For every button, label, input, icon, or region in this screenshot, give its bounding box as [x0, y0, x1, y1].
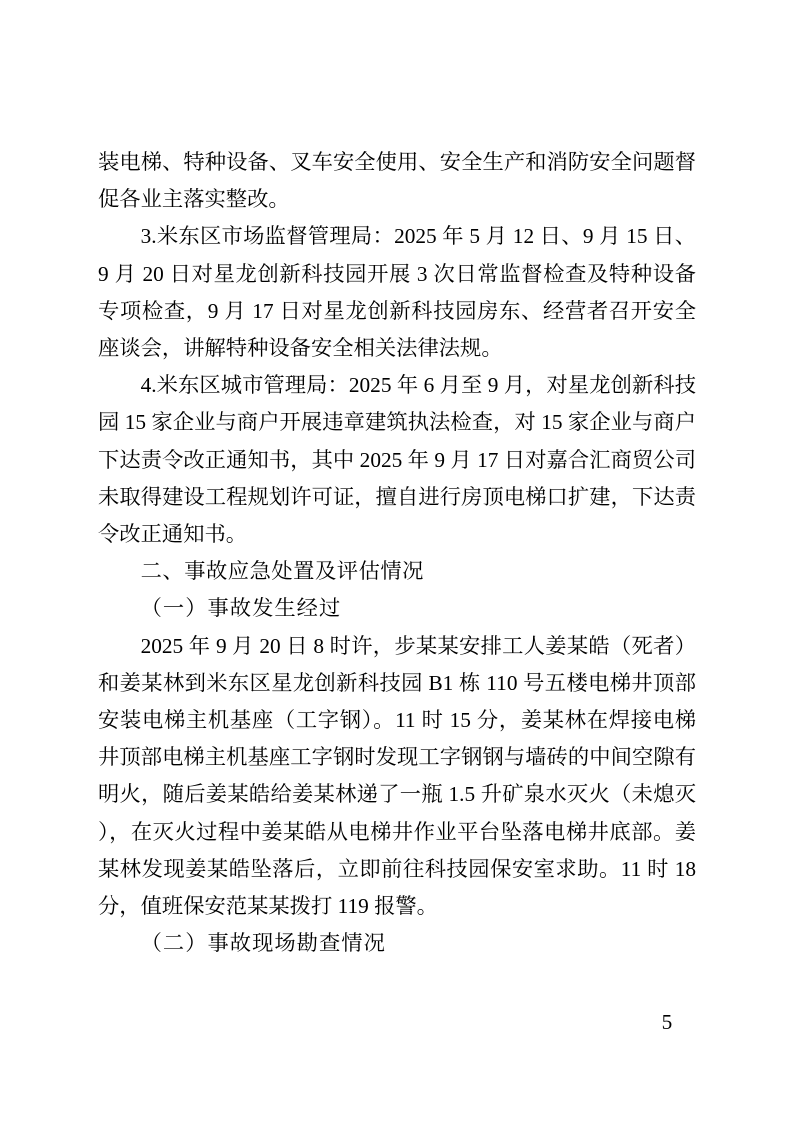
page-content — [98, 144, 696, 962]
paragraph-city-management-bureau: 4.米东区城市管理局：2025 年 6 月至 9 月，对星龙创新科技园 15 家企业与商户开展违章建筑执法检查，对 15 家企业与商户下达责令改正通知书，其中 2025 年 9 月 17 日对嘉合汇商贸公司未取得建设工程规划许可证，擅自进行房顶电梯口扩建，下达责令改正通知书。 — [98, 373, 696, 547]
subsection-heading-scene-survey: （二）事故现场勘查情况 — [140, 931, 386, 956]
subsection-heading-accident-course: （一）事故发生经过 — [140, 596, 342, 621]
paragraph-accident-narrative: 2025 年 9 月 20 日 8 时许，步某某安排工人姜某皓（死者）和姜某林到米东区星龙创新科技园 B1 栋 110 号五楼电梯井顶部安装电梯主机基座（工字钢）。11 时 15 分，姜某林在焊接电梯井顶部电梯主机基座工字钢时发现工字钢钢与墙砖的中间空隙有明火，随后姜某皓给姜某林递了一瓶 1.5 升矿泉水灭火（未熄灭），在灭火过程中姜某皓从电梯井作业平台坠落电梯井底部。姜某林发现姜某皓坠落后，立即前往科技园保安室求助。11 时 18 分，值班保安范某某拨打 119 报警。 — [98, 633, 696, 919]
page-number: 5 — [661, 1010, 673, 1034]
section-heading-emergency-response: 二、事故应急处置及评估情况 — [140, 559, 424, 584]
paragraph-rectification-continuation: 装电梯、特种设备、叉车安全使用、安全生产和消防安全问题督促各业主落实整改。 — [98, 150, 696, 212]
paragraph-market-supervision-bureau: 3.米东区市场监督管理局：2025 年 5 月 12 日、9 月 15 日、9 月 20 日对星龙创新科技园开展 3 次日常监督检查及特种设备专项检查，9 月 17 日对星龙创新科技园房东、经营者召开安全座谈会，讲解特种设备安全相关法律法规。 — [98, 224, 696, 361]
